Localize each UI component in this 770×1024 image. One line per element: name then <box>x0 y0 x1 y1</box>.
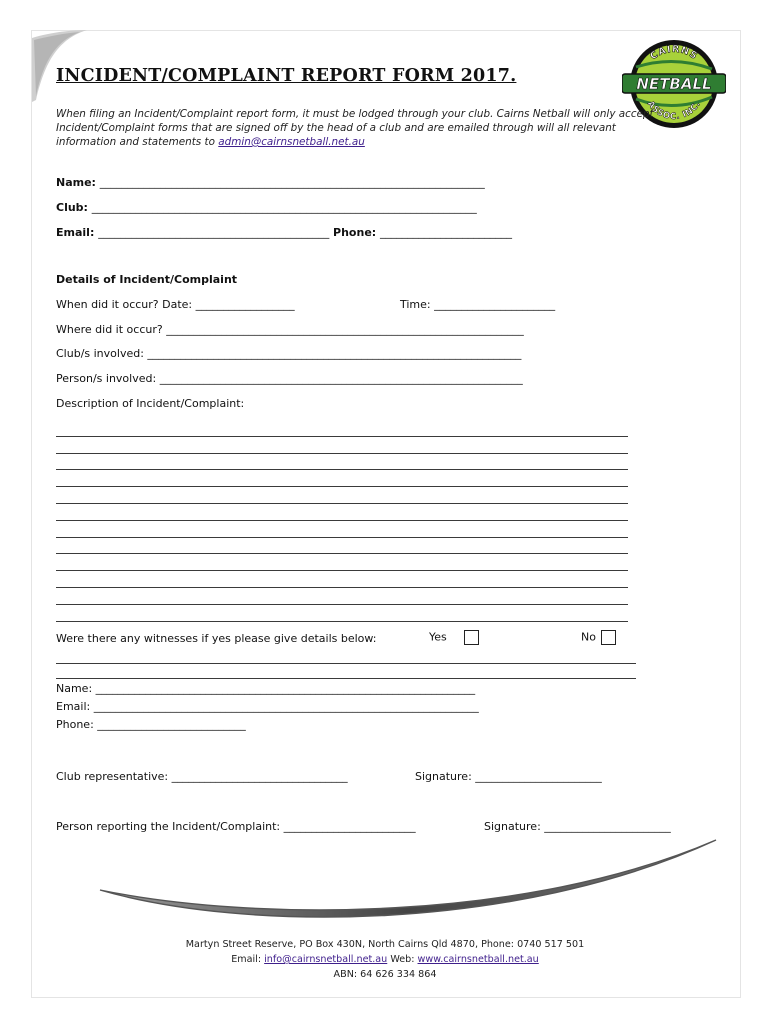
footer-contact-line <box>31 953 739 967</box>
witnesses-question: Were there any witnesses if yes please give details below: <box>56 632 377 645</box>
description-line[interactable] <box>56 487 628 504</box>
name-input-line[interactable]: ______________________________________________________________________ <box>99 176 485 189</box>
time-input-line[interactable]: ______________________ <box>434 298 556 311</box>
club-rep-signature-field-row <box>415 770 602 784</box>
yes-checkbox[interactable] <box>464 630 479 645</box>
witness-name-label: Name: <box>56 682 93 695</box>
where-input-line[interactable]: _________________________________________________________________ <box>166 323 524 336</box>
logo-top-text: CAIRNS <box>648 43 700 63</box>
club-rep-field-row <box>56 770 348 784</box>
reporter-label: Person reporting the Incident/Complaint: <box>56 820 281 833</box>
where-field-row <box>56 323 524 337</box>
witness-name-field-row <box>56 682 475 696</box>
description-line[interactable] <box>56 437 628 454</box>
date-field-row <box>56 298 295 312</box>
date-label: When did it occur? Date: <box>56 298 193 311</box>
where-label: Where did it occur? <box>56 323 163 336</box>
club-field-row <box>56 201 477 215</box>
witness-details-line[interactable] <box>56 663 636 664</box>
description-line[interactable] <box>56 420 628 437</box>
description-line[interactable] <box>56 571 628 588</box>
reporter-field-row <box>56 820 416 834</box>
footer-abn: ABN: 64 626 334 864 <box>333 969 437 980</box>
description-line[interactable] <box>56 504 628 521</box>
witness-email-field-row <box>56 700 479 714</box>
description-line[interactable] <box>56 521 628 538</box>
club-label: Club: <box>56 201 88 214</box>
footer-swoosh-graphic <box>96 836 720 932</box>
club-input-line[interactable]: ______________________________________________________________________ <box>91 201 477 214</box>
phone-label: Phone: <box>333 226 377 239</box>
logo-main-text: NETBALL <box>636 75 712 93</box>
name-field-row <box>56 176 485 190</box>
time-label: Time: <box>400 298 431 311</box>
club-rep-label: Club representative: <box>56 770 169 783</box>
description-line[interactable] <box>56 605 628 622</box>
email-label: Email: <box>56 226 95 239</box>
club-rep-signature-line[interactable]: _______________________ <box>475 770 602 783</box>
persons-involved-field-row <box>56 372 523 386</box>
phone-input-line[interactable]: ________________________ <box>380 226 513 239</box>
clubs-involved-field-row <box>56 347 521 361</box>
witness-phone-field-row <box>56 718 246 732</box>
witness-no-option <box>581 630 616 645</box>
intro-text: When filing an Incident/Complaint report form, it must be lodged through your club. Cairns Netball will only accept Incident/Complaint forms that are signed off by the head of a club and are emailed through will all relevant information and statements to <box>56 108 654 148</box>
footer-address: Martyn Street Reserve, PO Box 430N, North Cairns Qld 4870, Phone: 0740 517 501 <box>185 939 585 950</box>
intro-paragraph <box>56 107 656 149</box>
date-input-line[interactable]: __________________ <box>195 298 295 311</box>
footer-email-link[interactable]: info@cairnsnetball.net.au <box>264 954 388 965</box>
witness-yes-option <box>429 630 479 645</box>
witness-name-input-line[interactable]: _____________________________________________________________________ <box>95 682 476 695</box>
no-checkbox[interactable] <box>601 630 616 645</box>
email-phone-field-row <box>56 226 512 240</box>
no-label: No <box>581 630 596 644</box>
persons-involved-label: Person/s involved: <box>56 372 157 385</box>
yes-label: Yes <box>429 630 447 644</box>
witness-phone-label: Phone: <box>56 718 94 731</box>
description-line[interactable] <box>56 554 628 571</box>
footer-email-label: Email: <box>231 954 262 965</box>
persons-involved-input-line[interactable]: __________________________________________________________________ <box>159 372 523 385</box>
description-line[interactable] <box>56 454 628 471</box>
description-line[interactable] <box>56 588 628 605</box>
witness-email-input-line[interactable]: ______________________________________________________________________ <box>93 700 479 713</box>
description-label: Description of Incident/Complaint: <box>56 397 245 410</box>
reporter-signature-field-row <box>484 820 671 834</box>
footer-web-label: Web: <box>390 954 415 965</box>
witness-details-line[interactable] <box>56 678 636 679</box>
reporter-input-line[interactable]: ________________________ <box>283 820 416 833</box>
signature-label: Signature: <box>415 770 472 783</box>
description-line[interactable] <box>56 538 628 555</box>
description-line[interactable] <box>56 470 628 487</box>
witness-phone-input-line[interactable]: ___________________________ <box>97 718 246 731</box>
clubs-involved-label: Club/s involved: <box>56 347 144 360</box>
logo-bottom-text: ASSOC. INC. <box>644 99 704 123</box>
time-field-row <box>400 298 555 312</box>
footer-web-link[interactable]: www.cairnsnetball.net.au <box>417 954 539 965</box>
name-label: Name: <box>56 176 96 189</box>
witness-email-label: Email: <box>56 700 91 713</box>
admin-email-link[interactable]: admin@cairnsnetball.net.au <box>218 136 365 148</box>
details-heading: Details of Incident/Complaint <box>56 273 238 286</box>
description-input-area[interactable] <box>56 420 628 622</box>
clubs-involved-input-line[interactable]: ____________________________________________________________________ <box>147 347 522 360</box>
email-input-line[interactable]: __________________________________________ <box>98 226 330 239</box>
signature-label: Signature: <box>484 820 541 833</box>
club-rep-input-line[interactable]: ________________________________ <box>171 770 348 783</box>
reporter-signature-line[interactable]: _______________________ <box>544 820 671 833</box>
form-title: INCIDENT/COMPLAINT REPORT FORM 2017. <box>56 66 517 86</box>
